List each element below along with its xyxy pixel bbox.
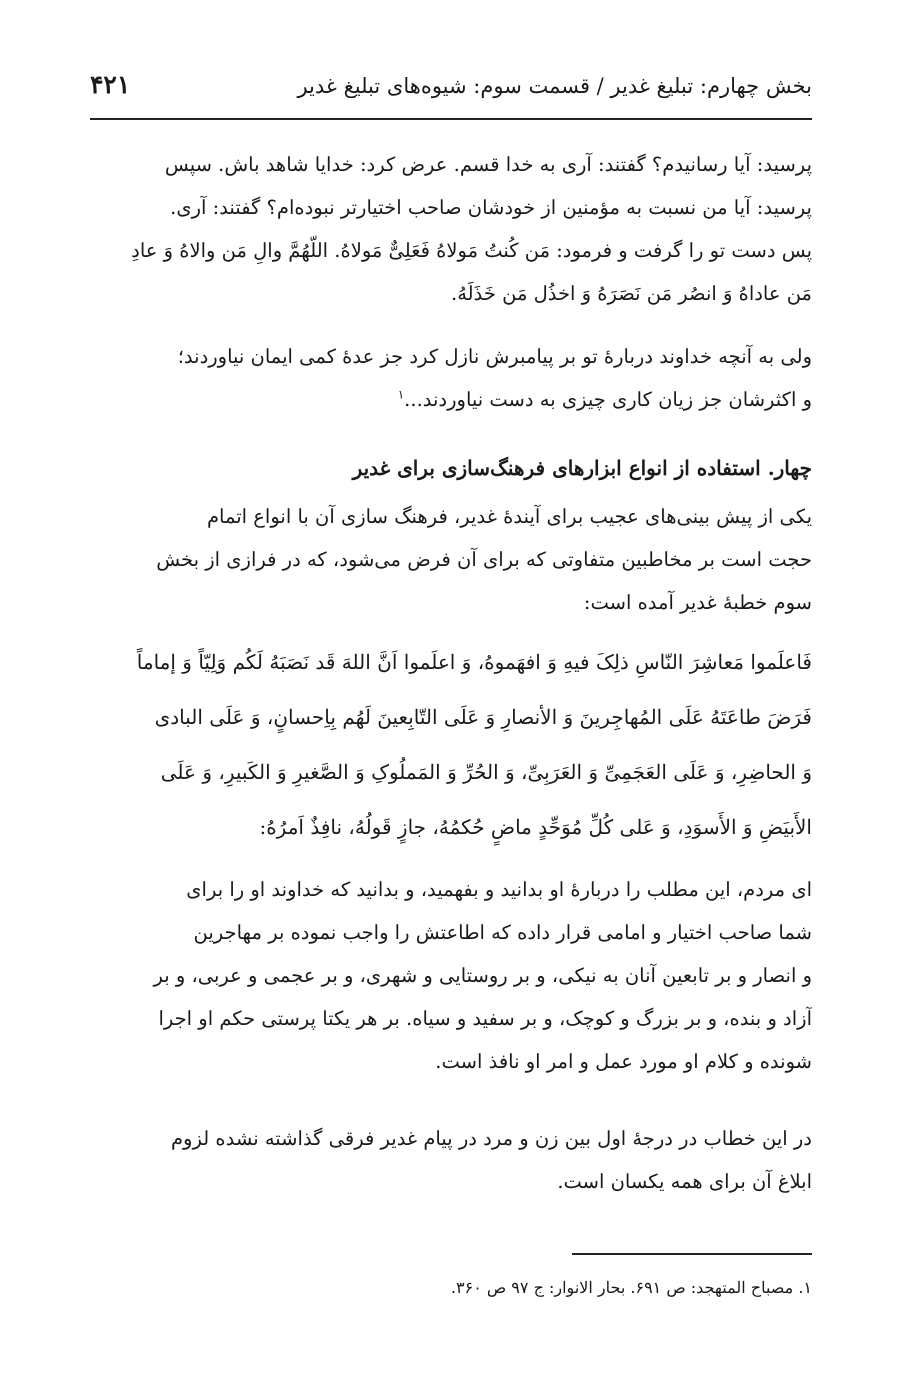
text-line: شونده و کلام او مورد عمل و امر او نافذ است. [435, 1050, 812, 1073]
book-page [90, 0, 812, 1390]
paragraph-2 [90, 335, 812, 421]
paragraph-4 [90, 868, 812, 1083]
quote-line: فَاعلَموا مَعاشِرَ النّاسِ ذلِکَ فیهِ وَ افهَموهُ، وَ اعلَموا اَنَّ اللهَ قَد نَصَبَهُ لَکُم وَلِیّاً وَ إماماً [136, 650, 812, 674]
page-number: ۴۲۱ [90, 70, 131, 99]
quote-line: الأَبیَضِ وَ الأَسوَدِ، وَ عَلی کُلِّ مُوَحِّدٍ ماضٍ حُکمُهُ، جازٍ قَولُهُ، نافِذٌ اَمرُهُ: [259, 815, 812, 839]
text-line: ولی به آنچه خداوند دربارهٔ تو بر پیامبرش نازل کرد جز عدهٔ کمی ایمان نیاوردند؛ [177, 345, 812, 368]
text-line: یکی از پیش بینی‌های عجیب برای آیندهٔ غدیر، فرهنگ سازی آن با انواع اتمام [206, 505, 812, 528]
text-line: حجت است بر مخاطبین متفاوتی که برای آن فرض می‌شود، که در فرازی از بخش [156, 548, 812, 571]
text-line: پرسید: آیا من نسبت به مؤمنین از خودشان صاحب اختیارتر نبوده‌ام؟ گفتند: آری. [170, 196, 812, 219]
footnote: ۱. مصباح المتهجد: ص ۶۹۱. بحار الانوار: ج ۹۷ ص ۳۶۰. [450, 1278, 812, 1297]
text-line-body: و اکثرشان جز زیان کاری چیزی به دست نیاوردند... [404, 388, 812, 411]
paragraph-1 [90, 143, 812, 315]
footnote-divider [572, 1253, 812, 1255]
quote-line: وَ الحاضِرِ، وَ عَلَی العَجَمِیِّ وَ العَرَبِیِّ، وَ الحُرِّ وَ المَملُوکِ وَ الصَّغیرِ وَ الکَبیرِ، وَ عَلَی [160, 760, 812, 784]
footnote-reference[interactable]: ۱ [397, 387, 405, 402]
paragraph-3 [90, 495, 812, 624]
section-heading: چهار. استفاده از انواع ابزارهای فرهنگ‌سازی برای غدیر [352, 456, 812, 480]
text-line: آزاد و بنده، و بر بزرگ و کوچک، و بر سفید و سیاه. بر هر یکتا پرستی حکم او اجرا [158, 1007, 812, 1030]
text-line: سوم خطبهٔ غدیر آمده است: [583, 591, 812, 614]
paragraph-5 [90, 1117, 812, 1203]
text-line: ای مردم، این مطلب را دربارهٔ او بدانید و بفهمید، و بدانید که خداوند او را برای [186, 878, 812, 901]
text-line: مَن عاداهُ وَ انصُر مَن نَصَرَهُ وَ اخذُل مَن خَذَلَهُ. [451, 282, 812, 305]
text-line: پس دست تو را گرفت و فرمود: مَن کُنتُ مَولاهُ فَعَلِیٌّ مَولاهُ. اللّهُمَّ والِ مَن والاهُ وَ عادِ [131, 239, 812, 262]
text-line: در این خطاب در درجهٔ اول بین زن و مرد در پیام غدیر فرقی گذاشته نشده لزوم [170, 1127, 812, 1150]
running-header [90, 70, 812, 110]
text-line: ابلاغ آن برای همه یکسان است. [557, 1170, 812, 1193]
text-line: پرسید: آیا رسانیدم؟ گفتند: آری به خدا قسم. عرض کرد: خدایا شاهد باش. سپس [164, 153, 812, 176]
text-line [90, 378, 812, 421]
quote-line: فَرَضَ طاعَتَهُ عَلَی المُهاجِرینَ وَ الأنصارِ وَ عَلَی التّابِعینَ لَهُم بِاِحسانٍ، وَ عَلَی البادی [154, 705, 812, 729]
arabic-quotation [90, 635, 812, 855]
text-line: شما صاحب اختیار و امامی قرار داده که اطاعتش را واجب نموده بر مهاجرین [193, 921, 812, 944]
text-line: و انصار و بر تابعین آنان به نیکی، و بر روستایی و شهری، و بر عجمی و عربی، و بر [153, 964, 812, 987]
header-divider [90, 118, 812, 120]
header-title: بخش چهارم: تبلیغ غدیر / قسمت سوم: شیوه‌های تبلیغ غدیر [297, 74, 812, 98]
